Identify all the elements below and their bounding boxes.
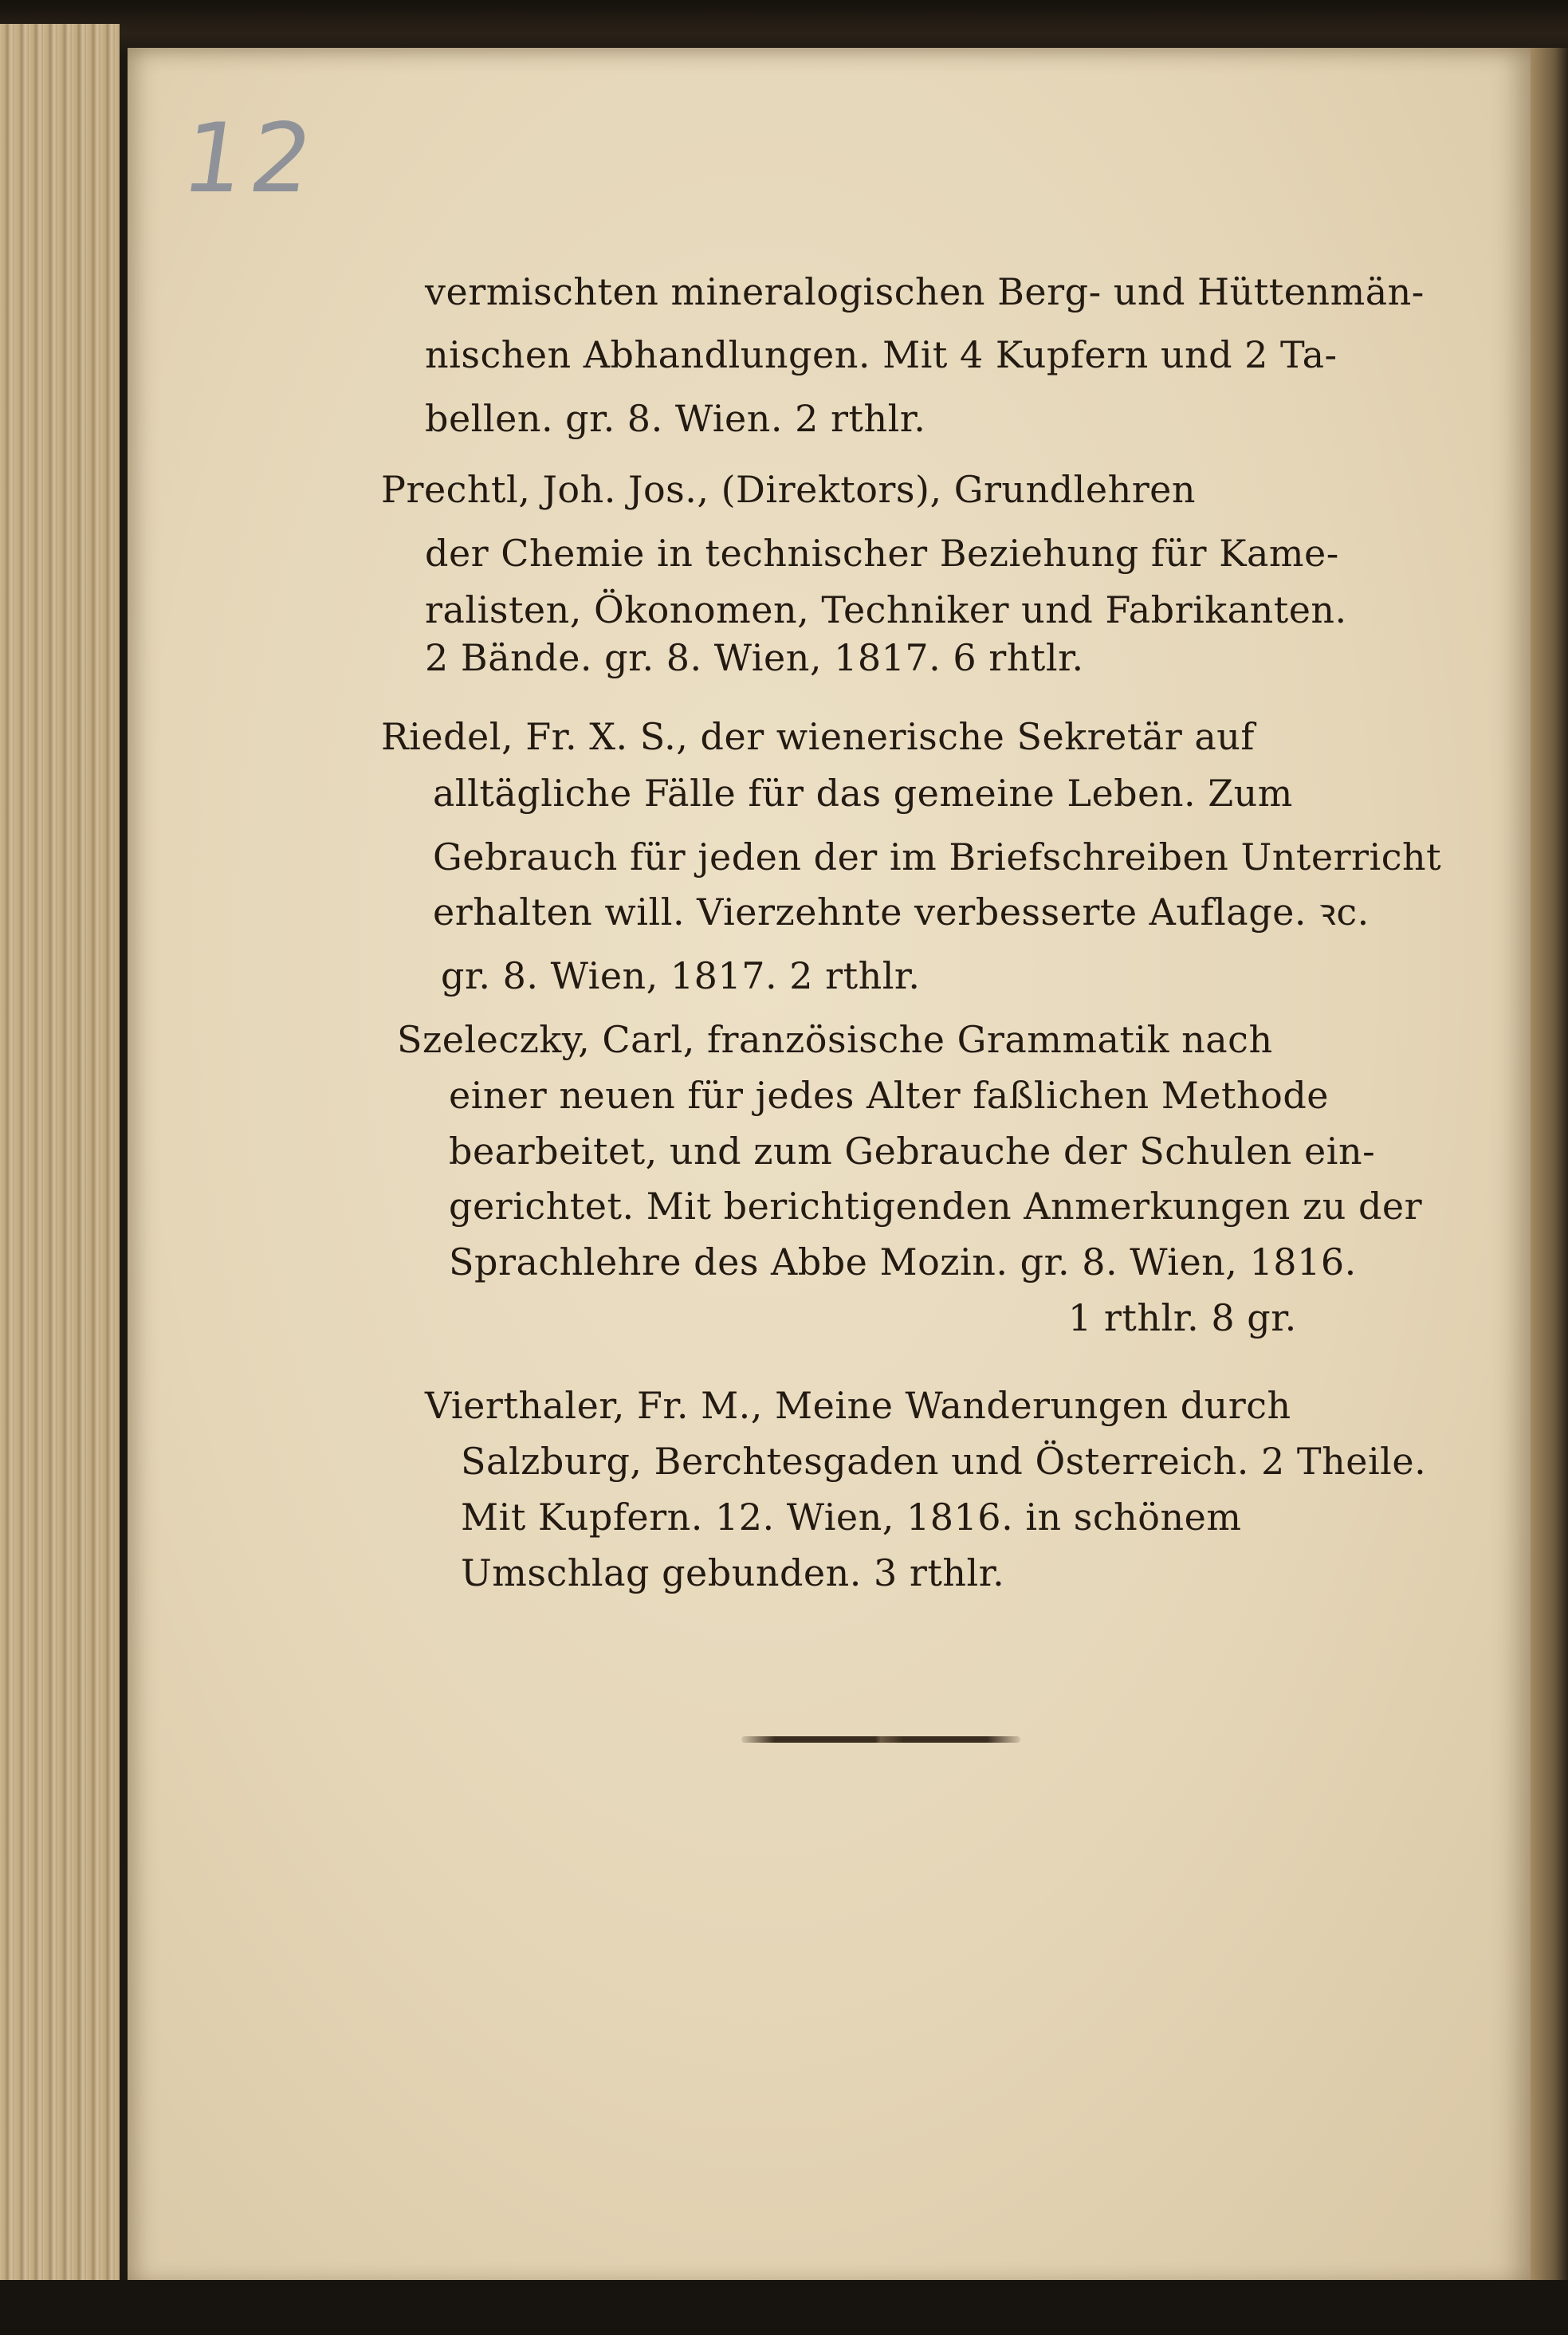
entry-line: nischen Abhandlungen. Mit 4 Kupfern und 2 Ta-: [425, 333, 1338, 376]
entry-line: einer neuen für jedes Alter faßlichen Methode: [449, 1074, 1329, 1117]
entry-line: bearbeitet, und zum Gebrauche der Schulen ein-: [449, 1130, 1376, 1173]
entry-line: Gebrauch für jeden der im Briefschreiben Unterricht: [433, 835, 1442, 879]
entry-line: erhalten will. Vierzehnte verbesserte Auflage. ꝛc.: [433, 890, 1370, 934]
entry-line: 2 Bände. gr. 8. Wien, 1817. 6 rhtlr.: [425, 636, 1084, 679]
entry-line: vermischten mineralogischen Berg- und Hüttenmän-: [425, 270, 1425, 313]
entry-line: Szeleczky, Carl, französische Grammatik nach: [397, 1018, 1273, 1061]
entry-line: alltägliche Fälle für das gemeine Leben. Zum: [433, 772, 1293, 815]
ornamental-rule: [741, 1736, 1020, 1743]
entry-line: der Chemie in technischer Beziehung für Kame-: [425, 532, 1339, 575]
entry-line: bellen. gr. 8. Wien. 2 rthlr.: [425, 397, 926, 440]
entry-line: Prechtl, Joh. Jos., (Direktors), Grundlehren: [381, 468, 1197, 511]
entry-line: 1 rthlr. 8 gr.: [1068, 1296, 1297, 1339]
entry-line: Vierthaler, Fr. M., Meine Wanderungen durch: [425, 1384, 1291, 1427]
entry-line: gr. 8. Wien, 1817. 2 rthlr.: [441, 954, 921, 997]
entry-line: gerichtet. Mit berichtigenden Anmerkungen zu der: [449, 1185, 1423, 1228]
entry-line: Mit Kupfern. 12. Wien, 1816. in schönem: [461, 1496, 1242, 1539]
entry-line: Sprachlehre des Abbe Mozin. gr. 8. Wien, 1816.: [449, 1240, 1357, 1283]
entry-line: Salzburg, Berchtesgaden und Österreich. 2 Theile.: [461, 1440, 1427, 1483]
entry-line: Umschlag gebunden. 3 rthlr.: [461, 1551, 1005, 1594]
entry-line: Riedel, Fr. X. S., der wienerische Sekretär auf: [381, 715, 1255, 758]
page-number: 12: [175, 104, 326, 214]
entry-line: ralisten, Ökonomen, Techniker und Fabrikanten.: [425, 588, 1347, 631]
